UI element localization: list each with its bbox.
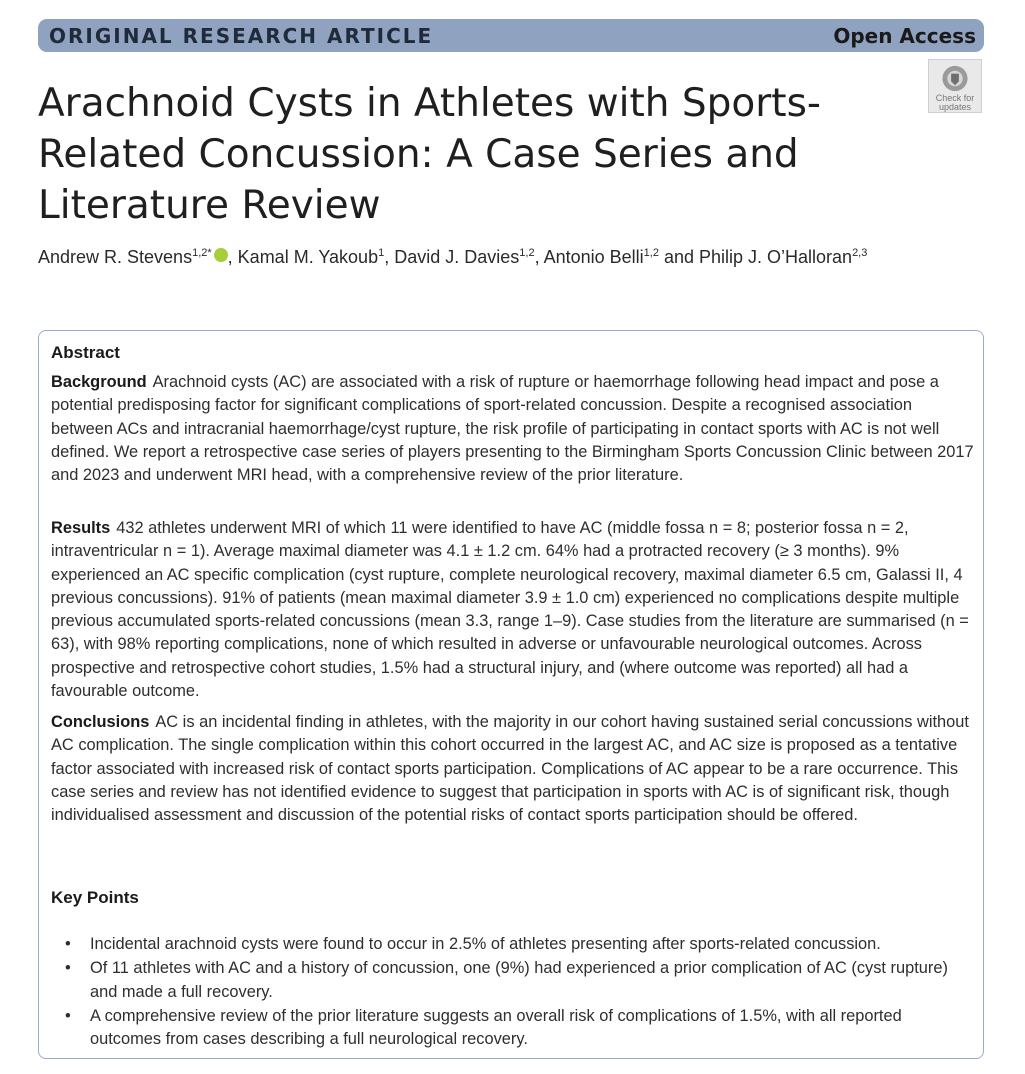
author-separator: , xyxy=(227,247,238,267)
author-name[interactable]: David J. Davies xyxy=(394,247,520,267)
abstract-background xyxy=(51,371,976,487)
key-points-heading: Key Points xyxy=(51,888,139,907)
key-points-list xyxy=(51,933,976,1052)
results-label: Results xyxy=(51,519,111,537)
author-name[interactable]: Kamal M. Yakoub xyxy=(237,247,379,267)
bullet-icon: • xyxy=(65,1006,71,1025)
author-affiliation: 1,2* xyxy=(192,247,212,259)
conclusions-label: Conclusions xyxy=(51,713,150,731)
author-affiliation: 1,2 xyxy=(519,247,535,259)
author-name[interactable]: Antonio Belli xyxy=(543,247,644,267)
article-type-label: ORIGINAL RESEARCH ARTICLE xyxy=(49,23,434,48)
conclusions-text: AC is an incidental finding in athletes, with the majority in our cohort having sustained serial concussions without AC complication. The single complication within this cohort occurred in the largest AC, and AC size is proposed as a tentative factor associated with increased risk of contact sports participation. Complications of AC appear to be a rare occurrence. This case series and review has not identified evidence to suggest that participation in sports with AC is of significant risk, though individualised assessment and discussion of the potential risks of contact sports participation should be offered. xyxy=(51,713,969,825)
key-point-item xyxy=(51,957,976,1004)
key-point-text: Of 11 athletes with AC and a history of concussion, one (9%) had experienced a prior complication of AC (cyst rupture) and made a full recovery. xyxy=(90,959,948,1001)
author-affiliation: 1,2 xyxy=(643,247,659,259)
open-access-label: Open Access xyxy=(833,23,976,48)
author-list xyxy=(38,247,988,268)
check-updates-label: Check for updates xyxy=(935,93,975,112)
abstract-results xyxy=(51,517,976,703)
abstract-heading: Abstract xyxy=(51,343,120,362)
abstract-conclusions xyxy=(51,711,976,827)
author-name[interactable]: Andrew R. Stevens xyxy=(38,247,193,267)
results-text: 432 athletes underwent MRI of which 11 were identified to have AC (middle fossa n = 8; posterior fossa n = 2, intraventricular n = 1). Average maximal diameter was 4.1 ± 1.2 cm. 64% had a protracted recovery (≥ 3 months). 9% experienced an AC specific complication (cyst rupture, complete neurological recovery, maximal diameter 6.5 cm, Galassi II, 4 previous concussions). 91% of patients (mean maximal diameter 3.9 ± 1.0 cm) experienced no complications despite multiple previous accumulated sports-related concussions (mean 3.3, range 1–9). Case studies from the literature are summarised (n = 63), with 98% reporting complications, none of which resulted in adverse or unfavourable neurological outcomes. Across prospective and retrospective cohort studies, 1.5% had a structural injury, and (where outcome was reported) all had a favourable outcome. xyxy=(51,519,969,701)
author-separator: , xyxy=(384,247,395,267)
author-separator: and xyxy=(658,247,699,267)
article-type-banner xyxy=(38,19,984,52)
abstract-box xyxy=(38,330,984,1059)
key-point-text: Incidental arachnoid cysts were found to occur in 2.5% of athletes presenting after sports-related concussion. xyxy=(90,935,881,953)
author-affiliation: 1 xyxy=(378,247,385,259)
key-point-item xyxy=(51,1005,976,1052)
bullet-icon: • xyxy=(65,959,71,978)
author-affiliation: 2,3 xyxy=(852,247,868,259)
bullet-icon: • xyxy=(65,935,71,953)
crossmark-icon xyxy=(940,64,970,93)
background-label: Background xyxy=(51,373,147,391)
background-text: Arachnoid cysts (AC) are associated with a risk of rupture or haemorrhage following head impact and pose a potential predisposing factor for significant complications of sport-related concussion. Despite a recognised association between ACs and intracranial haemorrhage/cyst rupture, the risk profile of participating in contact sports with AC is not well defined. We report a retrospective case series of players presenting to the Birmingham Sports Concussion Clinic between 2017 and 2023 and underwent MRI head, with a comprehensive review of the prior literature. xyxy=(51,373,974,485)
author-name[interactable]: Philip J. O’Halloran xyxy=(699,247,853,267)
key-point-text: A comprehensive review of the prior literature suggests an overall risk of complications of 1.5%, with all reported outcomes from cases describing a full neurological recovery. xyxy=(90,1006,902,1049)
key-point-item xyxy=(51,933,976,956)
author-separator: , xyxy=(534,247,544,267)
article-title: Arachnoid Cysts in Athletes with Sports-Related Concussion: A Case Series and Literature Review xyxy=(38,81,821,228)
orcid-icon[interactable] xyxy=(214,248,228,262)
